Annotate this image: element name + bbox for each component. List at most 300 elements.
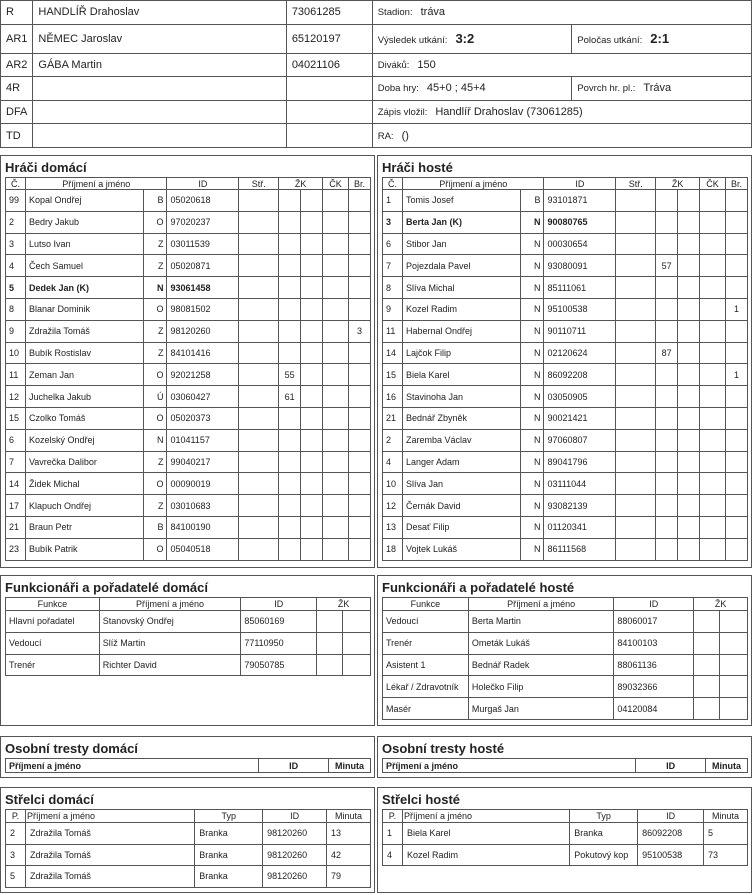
player-position: O [143,211,167,233]
col-zk: ŽK [694,598,748,611]
player-goals-count [348,516,370,538]
func-yellow-card [317,654,343,676]
col-p: P. [383,810,403,823]
away-scorers-panel [377,787,752,893]
player-red-card [323,451,349,473]
player-number: 15 [383,364,403,386]
player-yellow-card-2 [678,538,700,560]
player-goals-count [348,342,370,364]
official-name: NĚMEC Jaroslav [33,24,286,53]
player-row [6,429,371,451]
player-row [383,364,748,386]
player-yellow-card-2 [678,233,700,255]
player-goals-count [725,516,747,538]
player-name: Černák David [402,495,520,517]
player-number: 4 [383,451,403,473]
func-name: Richter David [99,654,241,676]
player-row [6,342,371,364]
player-yellow-card-2 [678,298,700,320]
col-name: Příjmení a jméno [25,810,194,823]
col-type: Typ [570,810,638,823]
player-row [6,255,371,277]
player-position: N [520,320,544,342]
home-func-table [5,597,371,676]
player-goals [239,538,279,560]
away-players-title: Hráči hosté [382,160,453,175]
home-players-panel [0,155,375,568]
player-id: 03111044 [544,473,616,495]
col-id: ID [544,178,616,190]
player-red-card [323,277,349,299]
duration-label: Doba hry: [377,83,419,95]
player-yellow-card-2 [301,211,323,233]
player-position: N [520,429,544,451]
functionary-row [383,698,748,720]
player-number: 2 [383,429,403,451]
player-red-card [700,386,726,408]
player-name: Vavrečka Dalibor [25,451,143,473]
func-id: 79050785 [241,654,317,676]
player-id: 00090019 [167,473,239,495]
player-name: Kopal Ondřej [25,190,143,212]
player-yellow-card [279,407,301,429]
func-name: Stanovský Ondřej [99,611,241,633]
player-yellow-card [656,516,678,538]
player-id: 84100190 [167,516,239,538]
official-role: R [1,1,33,25]
col-id: ID [614,598,694,611]
scorer-id: 98120260 [263,866,327,888]
scorer-row [6,844,371,866]
func-name: Berta Martin [468,611,614,633]
player-position: N [520,407,544,429]
player-name: Pojezdala Pavel [402,255,520,277]
player-id: 01041157 [167,429,239,451]
player-id: 92021258 [167,364,239,386]
player-goals-count: 1 [725,298,747,320]
player-yellow-card [656,190,678,212]
player-red-card [700,495,726,517]
away-players-table [382,177,748,561]
official-name: HANDLÍŘ Drahoslav [33,1,286,25]
home-scorers-panel [0,787,375,893]
scorer-minute: 79 [327,866,371,888]
player-number: 4 [6,255,26,277]
player-goals-count [348,298,370,320]
func-role: Vedoucí [383,611,469,633]
func-name: Bednář Radek [468,654,614,676]
player-position: B [520,190,544,212]
player-number: 10 [6,342,26,364]
player-name: Lutso Ivan [25,233,143,255]
player-name: Bubík Patrik [25,538,143,560]
func-yellow-card-2 [343,632,371,654]
player-name: Habernal Ondřej [402,320,520,342]
player-position: N [520,277,544,299]
player-yellow-card-2 [301,298,323,320]
player-goals [616,538,656,560]
col-name: Příjmení a jméno [468,598,614,611]
player-yellow-card-2 [301,386,323,408]
player-number: 8 [6,298,26,320]
player-id: 93082139 [544,495,616,517]
scorer-row [383,844,748,866]
func-yellow-card-2 [720,698,748,720]
player-goals [616,320,656,342]
player-row [383,473,748,495]
away-players-panel [377,155,752,568]
home-players-title: Hráči domácí [5,160,87,175]
player-yellow-card-2 [301,407,323,429]
player-name: Slíva Jan [402,473,520,495]
player-yellow-card-2 [301,190,323,212]
player-row [383,320,748,342]
official-id [286,77,372,101]
player-yellow-card-2 [678,407,700,429]
player-number: 9 [383,298,403,320]
player-id: 98120260 [167,320,239,342]
player-goals [616,211,656,233]
scorer-minute: 13 [327,823,371,845]
player-id: 05020618 [167,190,239,212]
player-red-card [700,190,726,212]
func-id: 84100103 [614,632,694,654]
func-id: 85060169 [241,611,317,633]
ra-value: () [401,129,409,142]
player-goals [616,277,656,299]
player-yellow-card: 87 [656,342,678,364]
player-yellow-card-2 [678,342,700,364]
player-goals-count [725,538,747,560]
player-goals [239,516,279,538]
player-row [6,211,371,233]
player-position: Z [143,233,167,255]
func-yellow-card-2 [343,654,371,676]
player-yellow-card [279,255,301,277]
player-number: 11 [383,320,403,342]
col-minute: Minuta [329,759,371,773]
player-id: 05040518 [167,538,239,560]
spectators-value: 150 [417,58,436,71]
player-position: N [520,516,544,538]
stadion-value: tráva [420,6,446,19]
player-position: Z [143,451,167,473]
player-goals-count [348,429,370,451]
player-goals-count [348,407,370,429]
func-yellow-card-2 [720,676,748,698]
away-func-title: Funkcionáři a pořadatelé hosté [382,580,575,595]
func-id: 89032366 [614,676,694,698]
player-number: 14 [6,473,26,495]
col-br: Br. [725,178,747,190]
player-red-card [323,298,349,320]
func-id: 88061136 [614,654,694,676]
player-yellow-card [656,211,678,233]
player-position: N [520,386,544,408]
player-goals [239,495,279,517]
player-yellow-card [279,429,301,451]
player-position: N [520,473,544,495]
player-position: N [520,495,544,517]
player-yellow-card [279,516,301,538]
col-name: Příjmení a jméno [402,178,543,190]
player-number: 6 [6,429,26,451]
player-yellow-card [279,320,301,342]
player-goals [616,429,656,451]
player-name: Lajčok Filip [402,342,520,364]
player-name: Biela Karel [402,364,520,386]
player-goals-count [725,233,747,255]
scorer-type: Branka [570,823,638,845]
player-yellow-card-2 [301,233,323,255]
player-number: 12 [6,386,26,408]
player-name: Langer Adam [402,451,520,473]
player-name: Zaremba Václav [402,429,520,451]
player-yellow-card [656,451,678,473]
player-yellow-card-2 [301,277,323,299]
away-func-table [382,597,748,720]
player-number: 99 [6,190,26,212]
player-goals-count [725,386,747,408]
player-red-card [700,255,726,277]
player-goals [239,255,279,277]
player-name: Vojtek Lukáš [402,538,520,560]
player-yellow-card-2 [678,364,700,386]
col-id: ID [259,759,329,773]
player-red-card [700,516,726,538]
halftime-label: Poločas utkání: [577,35,643,47]
player-yellow-card-2 [301,342,323,364]
player-red-card [700,277,726,299]
player-name: Židek Michal [25,473,143,495]
player-id: 95100538 [544,298,616,320]
away-penalties-panel [377,736,752,778]
col-no: Č. [6,178,26,190]
player-row [383,255,748,277]
player-yellow-card [279,211,301,233]
player-row [6,538,371,560]
away-pen-title: Osobní tresty hosté [382,741,505,756]
player-position: O [143,364,167,386]
official-id [286,124,372,148]
player-yellow-card-2 [301,364,323,386]
player-red-card [323,233,349,255]
player-goals [616,255,656,277]
functionary-row [6,632,371,654]
player-row [383,342,748,364]
scorer-name: Kozel Radim [402,844,569,866]
away-functionaries-panel [377,575,752,726]
player-id: 02120624 [544,342,616,364]
player-number: 12 [383,495,403,517]
player-goals [616,364,656,386]
player-row [6,233,371,255]
player-goals [616,407,656,429]
func-yellow-card-2 [720,632,748,654]
player-row [6,407,371,429]
player-number: 2 [6,211,26,233]
player-goals [239,473,279,495]
player-name: Braun Petr [25,516,143,538]
scorer-row [383,823,748,845]
func-name: Murgaš Jan [468,698,614,720]
scorer-name: Zdražila Tomáš [25,866,194,888]
scorer-name: Zdražila Tomáš [25,844,194,866]
player-yellow-card-2 [678,211,700,233]
player-yellow-card-2 [678,516,700,538]
func-yellow-card [317,611,343,633]
away-scorers-table [382,809,748,866]
player-yellow-card-2 [301,255,323,277]
player-goals-count [725,320,747,342]
player-name: Berta Jan (K) [402,211,520,233]
func-yellow-card [694,654,720,676]
player-yellow-card [279,538,301,560]
col-zk: ŽK [317,598,371,611]
player-yellow-card [279,451,301,473]
home-scorers-table [5,809,371,888]
player-row [6,298,371,320]
col-name: Příjmení a jméno [383,759,636,773]
player-row [6,516,371,538]
player-goals [239,298,279,320]
player-row [383,407,748,429]
func-yellow-card [694,632,720,654]
home-players-table [5,177,371,561]
player-red-card [700,429,726,451]
col-id: ID [263,810,327,823]
player-position: O [143,538,167,560]
player-position: N [520,342,544,364]
player-id: 89041796 [544,451,616,473]
player-goals-count [348,386,370,408]
player-id: 90021421 [544,407,616,429]
player-row [383,386,748,408]
player-goals-count [348,495,370,517]
player-goals [239,190,279,212]
col-str: Stř. [616,178,656,190]
functionary-row [6,654,371,676]
player-goals [616,190,656,212]
player-id: 03050905 [544,386,616,408]
player-red-card [323,364,349,386]
player-yellow-card [656,538,678,560]
player-red-card [323,211,349,233]
player-red-card [700,298,726,320]
player-goals [616,451,656,473]
surface-value: Tráva [643,82,672,95]
scorer-order: 4 [383,844,403,866]
home-pen-table [5,758,371,773]
player-goals [616,342,656,364]
home-scorers-title: Střelci domácí [5,792,94,807]
func-yellow-card [694,611,720,633]
player-id: 05020871 [167,255,239,277]
player-yellow-card: 55 [279,364,301,386]
player-yellow-card: 57 [656,255,678,277]
player-goals-count [725,473,747,495]
col-minute: Minuta [327,810,371,823]
player-yellow-card-2 [301,451,323,473]
player-number: 16 [383,386,403,408]
player-id: 84101416 [167,342,239,364]
player-red-card [700,342,726,364]
player-red-card [700,233,726,255]
player-goals-count [348,211,370,233]
player-number: 15 [6,407,26,429]
surface-label: Povrch hr. pl.: [577,83,636,95]
player-name: Stibor Jan [402,233,520,255]
player-goals [239,342,279,364]
player-yellow-card [656,386,678,408]
player-red-card [323,495,349,517]
player-id: 86111568 [544,538,616,560]
player-red-card [700,407,726,429]
player-yellow-card-2 [678,495,700,517]
away-pen-table [382,758,748,773]
col-id: ID [638,810,704,823]
player-goals [239,407,279,429]
player-position: N [143,277,167,299]
player-row [383,233,748,255]
halftime-value: 2:1 [650,31,670,47]
player-row [383,277,748,299]
official-id: 73061285 [286,1,372,25]
player-yellow-card [279,233,301,255]
player-goals-count [348,233,370,255]
col-str: Stř. [239,178,279,190]
result-label: Výsledek utkání: [377,35,448,47]
player-id: 97060807 [544,429,616,451]
official-id: 65120197 [286,24,372,53]
col-ck: ČK [700,178,726,190]
player-yellow-card-2 [678,386,700,408]
player-goals [239,451,279,473]
func-role: Trenér [383,632,469,654]
func-role: Masér [383,698,469,720]
player-row [6,473,371,495]
func-name: Ometák Lukáš [468,632,614,654]
player-name: Čech Samuel [25,255,143,277]
col-func: Funkce [6,598,100,611]
stadion-label: Stadion: [377,7,413,19]
scorer-id: 98120260 [263,823,327,845]
func-id: 04120084 [614,698,694,720]
scorer-minute: 5 [704,823,748,845]
player-yellow-card-2 [301,516,323,538]
player-position: O [143,298,167,320]
player-goals-count [725,495,747,517]
functionary-row [383,611,748,633]
player-red-card [700,364,726,386]
player-number: 11 [6,364,26,386]
player-yellow-card [656,298,678,320]
player-number: 3 [6,233,26,255]
player-yellow-card [656,429,678,451]
player-goals [239,233,279,255]
func-role: Vedoucí [6,632,100,654]
player-number: 10 [383,473,403,495]
player-position: N [520,451,544,473]
player-position: N [520,538,544,560]
official-name: GÁBA Martin [33,53,286,77]
player-goals [616,386,656,408]
player-name: Bedry Jakub [25,211,143,233]
player-yellow-card [656,233,678,255]
player-yellow-card [656,407,678,429]
player-goals [616,473,656,495]
player-row [6,190,371,212]
